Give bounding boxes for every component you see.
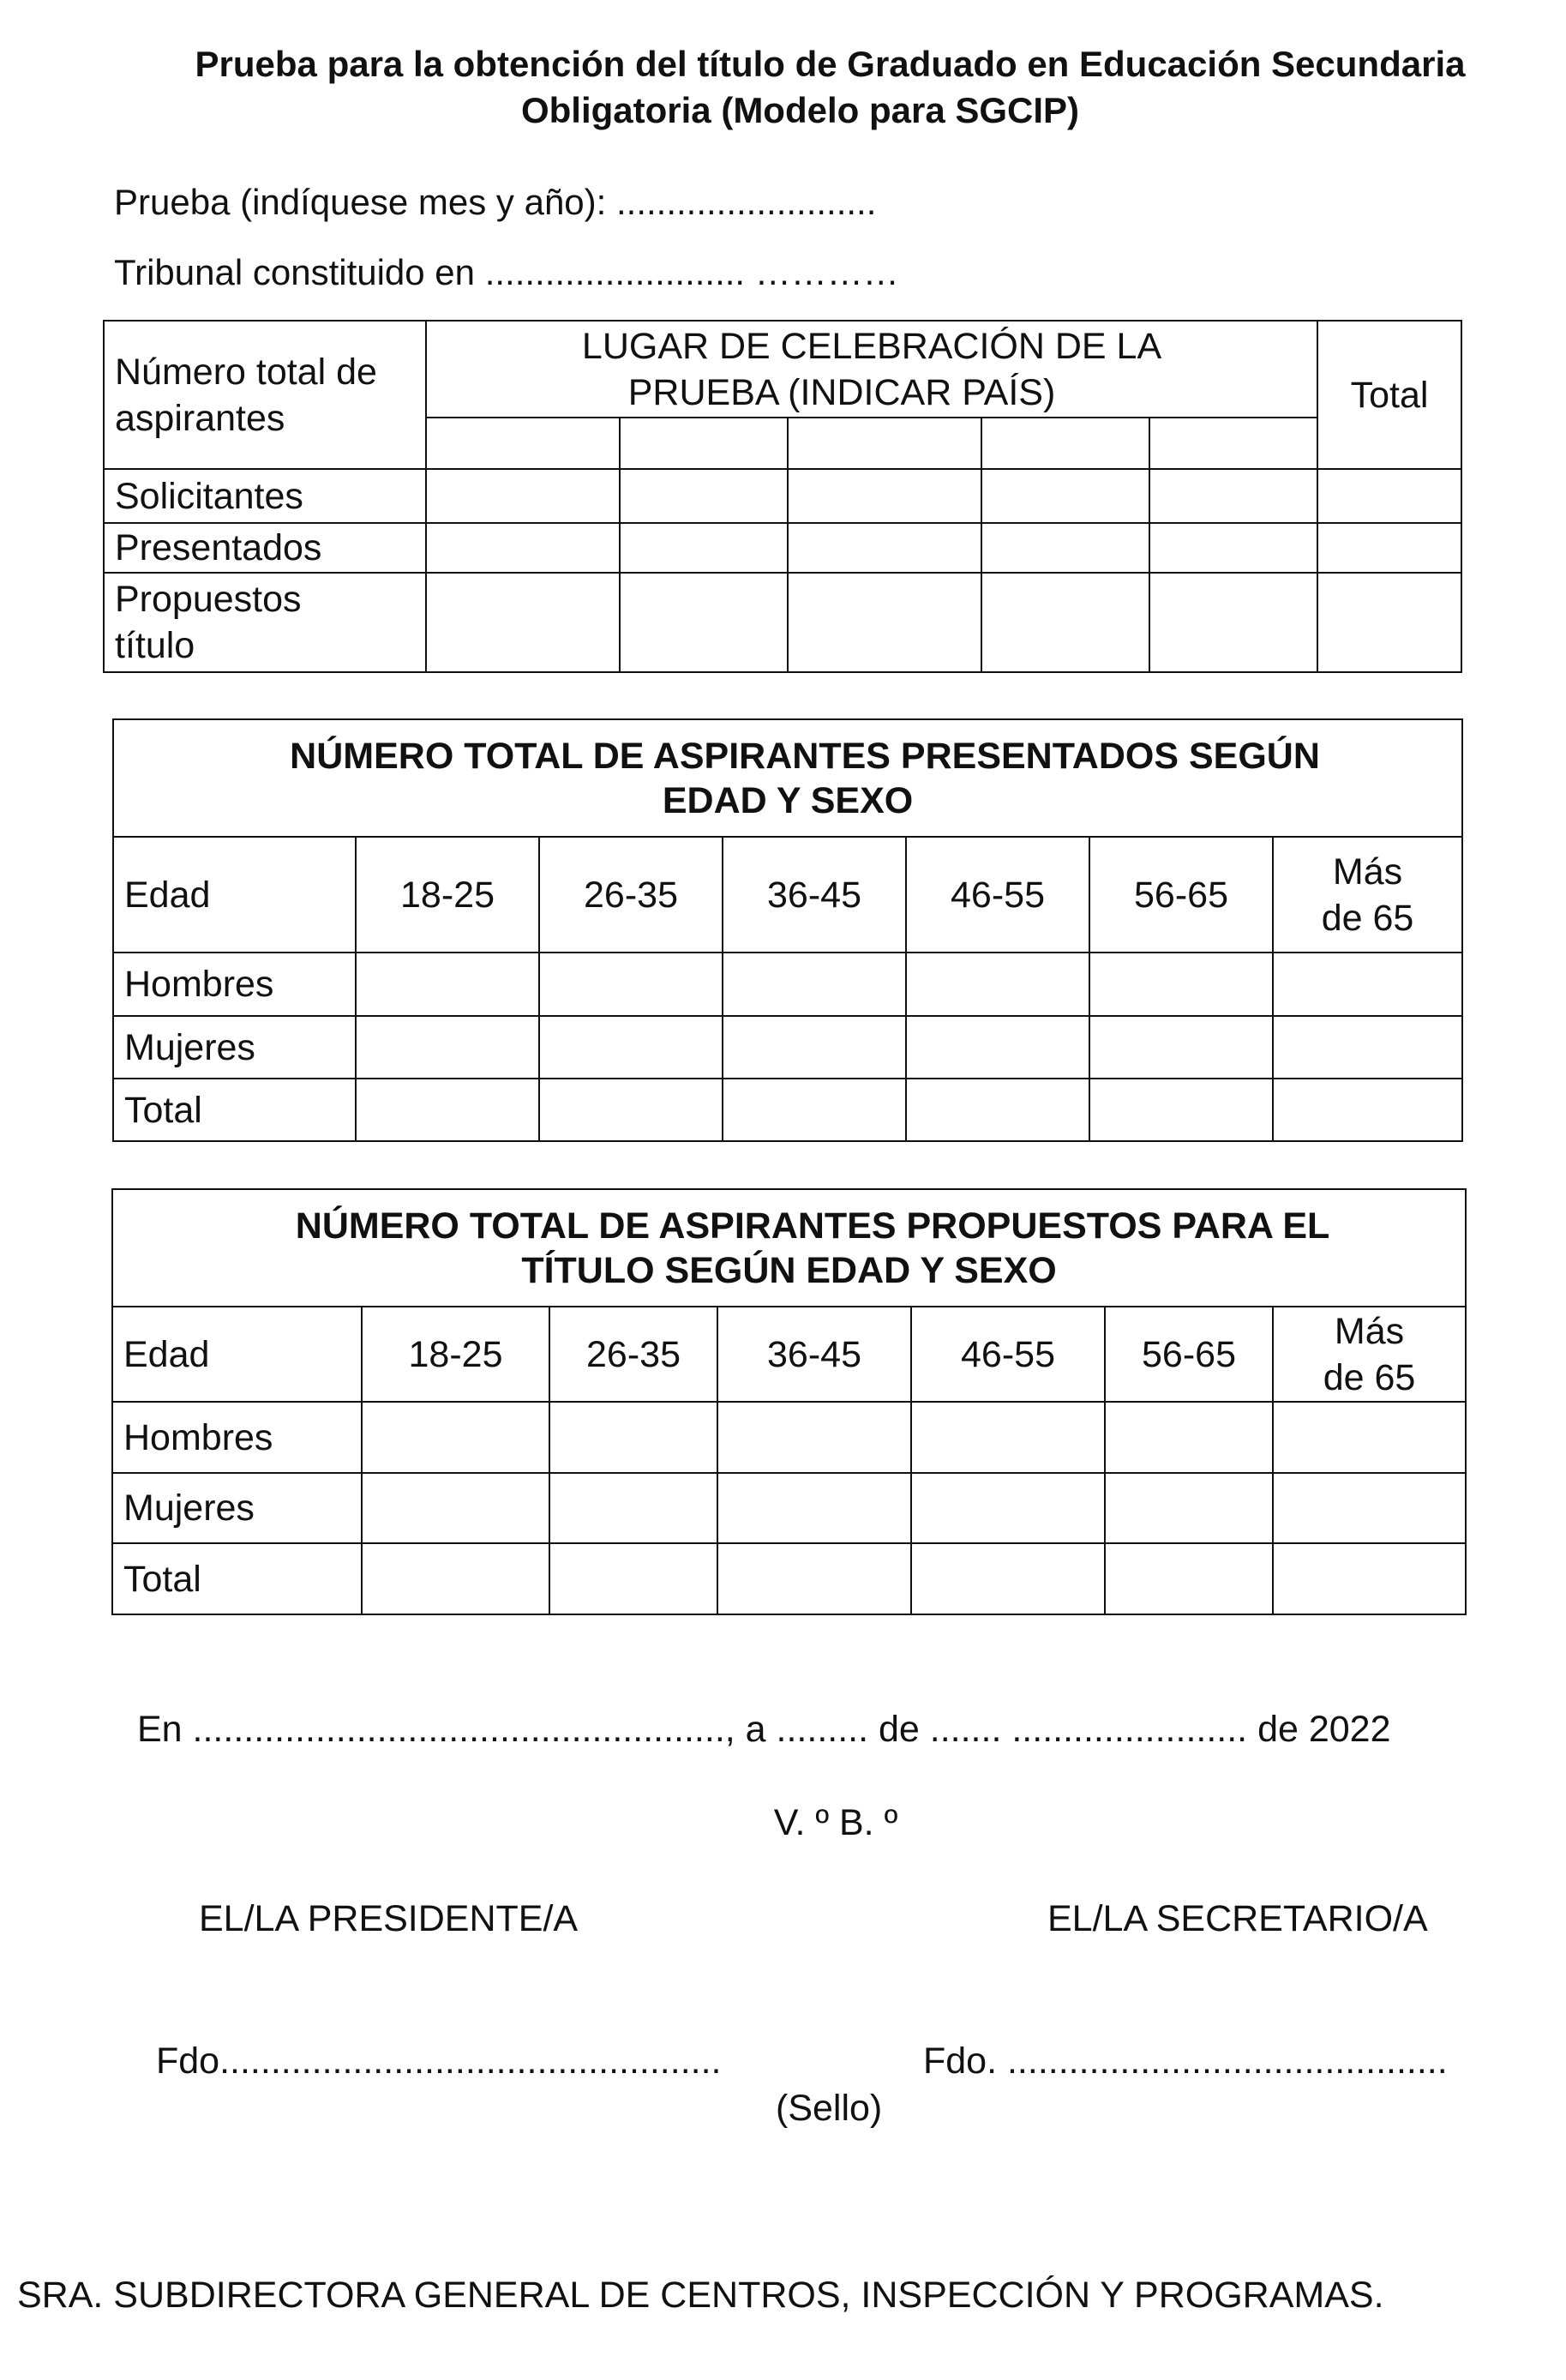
prueba-field: Prueba (indíquese mes y año): .......................... <box>114 182 877 222</box>
visto-bueno: V. º B. º <box>773 1802 898 1843</box>
pais-cell[interactable] <box>1149 418 1317 469</box>
table-row <box>104 573 1461 672</box>
table-row <box>112 1473 1466 1543</box>
propuestos-edad-sexo-table <box>111 1188 1467 1615</box>
data-cell[interactable] <box>1273 1473 1466 1543</box>
tribunal-field: Tribunal constituido en .......................... ………… <box>114 252 899 292</box>
data-cell[interactable] <box>723 953 906 1016</box>
secretario-label: EL/LA SECRETARIO/A <box>1047 1898 1428 1939</box>
data-cell[interactable] <box>426 523 620 573</box>
data-cell[interactable] <box>906 953 1089 1016</box>
data-cell[interactable] <box>1105 1402 1273 1473</box>
row-label: Propuestos título <box>104 573 426 672</box>
presidente-label: EL/LA PRESIDENTE/A <box>199 1898 579 1939</box>
data-cell[interactable] <box>549 1402 717 1473</box>
title-line-1: Prueba para la obtención del título de Graduado en Educación Secundaria <box>195 44 1466 84</box>
table-row <box>104 523 1461 573</box>
propuestos-heading: NÚMERO TOTAL DE ASPIRANTES PROPUESTOS PARA EL TÍTULO SEGÚN EDAD Y SEXO <box>112 1189 1466 1307</box>
data-cell[interactable] <box>356 953 539 1016</box>
data-cell[interactable] <box>1273 1079 1462 1141</box>
data-cell[interactable] <box>539 1079 723 1141</box>
data-cell[interactable] <box>620 469 788 523</box>
pais-cell[interactable] <box>788 418 981 469</box>
data-cell[interactable] <box>911 1402 1105 1473</box>
age-range: 26-35 <box>539 837 723 953</box>
numero-total-header: Número total de aspirantes <box>104 321 426 469</box>
data-cell[interactable] <box>1089 953 1273 1016</box>
table-row <box>113 953 1462 1016</box>
edad-label: Edad <box>112 1307 362 1402</box>
data-cell[interactable] <box>1273 1402 1466 1473</box>
aspirantes-lugar-table <box>103 320 1462 673</box>
row-label: Total <box>112 1543 362 1614</box>
table-row <box>112 1402 1466 1473</box>
age-range: 46-55 <box>906 837 1089 953</box>
data-cell[interactable] <box>1317 469 1461 523</box>
edad-label: Edad <box>113 837 356 953</box>
table-row <box>113 1079 1462 1141</box>
data-cell[interactable] <box>1273 1016 1462 1079</box>
pais-cell[interactable] <box>620 418 788 469</box>
data-cell[interactable] <box>788 573 981 672</box>
age-range: 46-55 <box>911 1307 1105 1402</box>
data-cell[interactable] <box>539 1016 723 1079</box>
title-line-2: Obligatoria (Modelo para SGCIP) <box>520 90 1080 130</box>
row-label: Total <box>113 1079 356 1141</box>
data-cell[interactable] <box>426 573 620 672</box>
data-cell[interactable] <box>356 1079 539 1141</box>
data-cell[interactable] <box>723 1079 906 1141</box>
addressee: SRA. SUBDIRECTORA GENERAL DE CENTROS, INSPECCIÓN Y PROGRAMAS. <box>17 2275 1384 2316</box>
data-cell[interactable] <box>981 469 1149 523</box>
place-date-line: En ...................................................., a ......... de ....... ....................... de 2022 <box>137 1709 1391 1750</box>
data-cell[interactable] <box>717 1473 911 1543</box>
data-cell[interactable] <box>788 523 981 573</box>
row-label: Mujeres <box>113 1016 356 1079</box>
pais-cell[interactable] <box>981 418 1149 469</box>
data-cell[interactable] <box>981 523 1149 573</box>
row-label: Solicitantes <box>104 469 426 523</box>
age-range: 56-65 <box>1089 837 1273 953</box>
data-cell[interactable] <box>1149 523 1317 573</box>
data-cell[interactable] <box>1273 953 1462 1016</box>
data-cell[interactable] <box>906 1079 1089 1141</box>
row-label: Hombres <box>113 953 356 1016</box>
data-cell[interactable] <box>1105 1473 1273 1543</box>
age-range: 36-45 <box>717 1307 911 1402</box>
data-cell[interactable] <box>362 1402 549 1473</box>
data-cell[interactable] <box>1089 1079 1273 1141</box>
data-cell[interactable] <box>1149 573 1317 672</box>
row-label: Presentados <box>104 523 426 573</box>
data-cell[interactable] <box>620 573 788 672</box>
sello-label: (Sello) <box>776 2088 883 2129</box>
data-cell[interactable] <box>723 1016 906 1079</box>
data-cell[interactable] <box>717 1543 911 1614</box>
age-range: 18-25 <box>356 837 539 953</box>
data-cell[interactable] <box>549 1543 717 1614</box>
data-cell[interactable] <box>911 1543 1105 1614</box>
data-cell[interactable] <box>426 469 620 523</box>
age-range: 26-35 <box>549 1307 717 1402</box>
table-row <box>113 1016 1462 1079</box>
row-label: Mujeres <box>112 1473 362 1543</box>
presentados-heading: NÚMERO TOTAL DE ASPIRANTES PRESENTADOS SEGÚN EDAD Y SEXO <box>113 719 1462 837</box>
age-range: 18-25 <box>362 1307 549 1402</box>
table-row <box>104 469 1461 523</box>
data-cell[interactable] <box>549 1473 717 1543</box>
age-range: 36-45 <box>723 837 906 953</box>
data-cell[interactable] <box>1149 469 1317 523</box>
data-cell[interactable] <box>356 1016 539 1079</box>
table-row <box>112 1543 1466 1614</box>
data-cell[interactable] <box>717 1402 911 1473</box>
age-range: 56-65 <box>1105 1307 1273 1402</box>
lugar-celebracion-header: LUGAR DE CELEBRACIÓN DE LA PRUEBA (INDICAR PAÍS) <box>426 321 1317 418</box>
data-cell[interactable] <box>620 523 788 573</box>
age-range: Más de 65 <box>1273 837 1462 953</box>
data-cell[interactable] <box>1089 1016 1273 1079</box>
data-cell[interactable] <box>1105 1543 1273 1614</box>
data-cell[interactable] <box>1317 523 1461 573</box>
pais-cell[interactable] <box>426 418 620 469</box>
data-cell[interactable] <box>981 573 1149 672</box>
row-label: Hombres <box>112 1402 362 1473</box>
age-range: Más de 65 <box>1273 1307 1466 1402</box>
data-cell[interactable] <box>1273 1543 1466 1614</box>
data-cell[interactable] <box>906 1016 1089 1079</box>
data-cell[interactable] <box>911 1473 1105 1543</box>
data-cell[interactable] <box>788 469 981 523</box>
data-cell[interactable] <box>1317 573 1461 672</box>
document-title <box>51 41 1566 134</box>
firma-secretario: Fdo. ........................................... <box>923 2040 1448 2082</box>
firma-presidente: Fdo................................................. <box>156 2040 722 2082</box>
total-header: Total <box>1317 321 1461 469</box>
data-cell[interactable] <box>539 953 723 1016</box>
presentados-edad-sexo-table <box>112 718 1463 1142</box>
data-cell[interactable] <box>362 1473 549 1543</box>
data-cell[interactable] <box>362 1543 549 1614</box>
